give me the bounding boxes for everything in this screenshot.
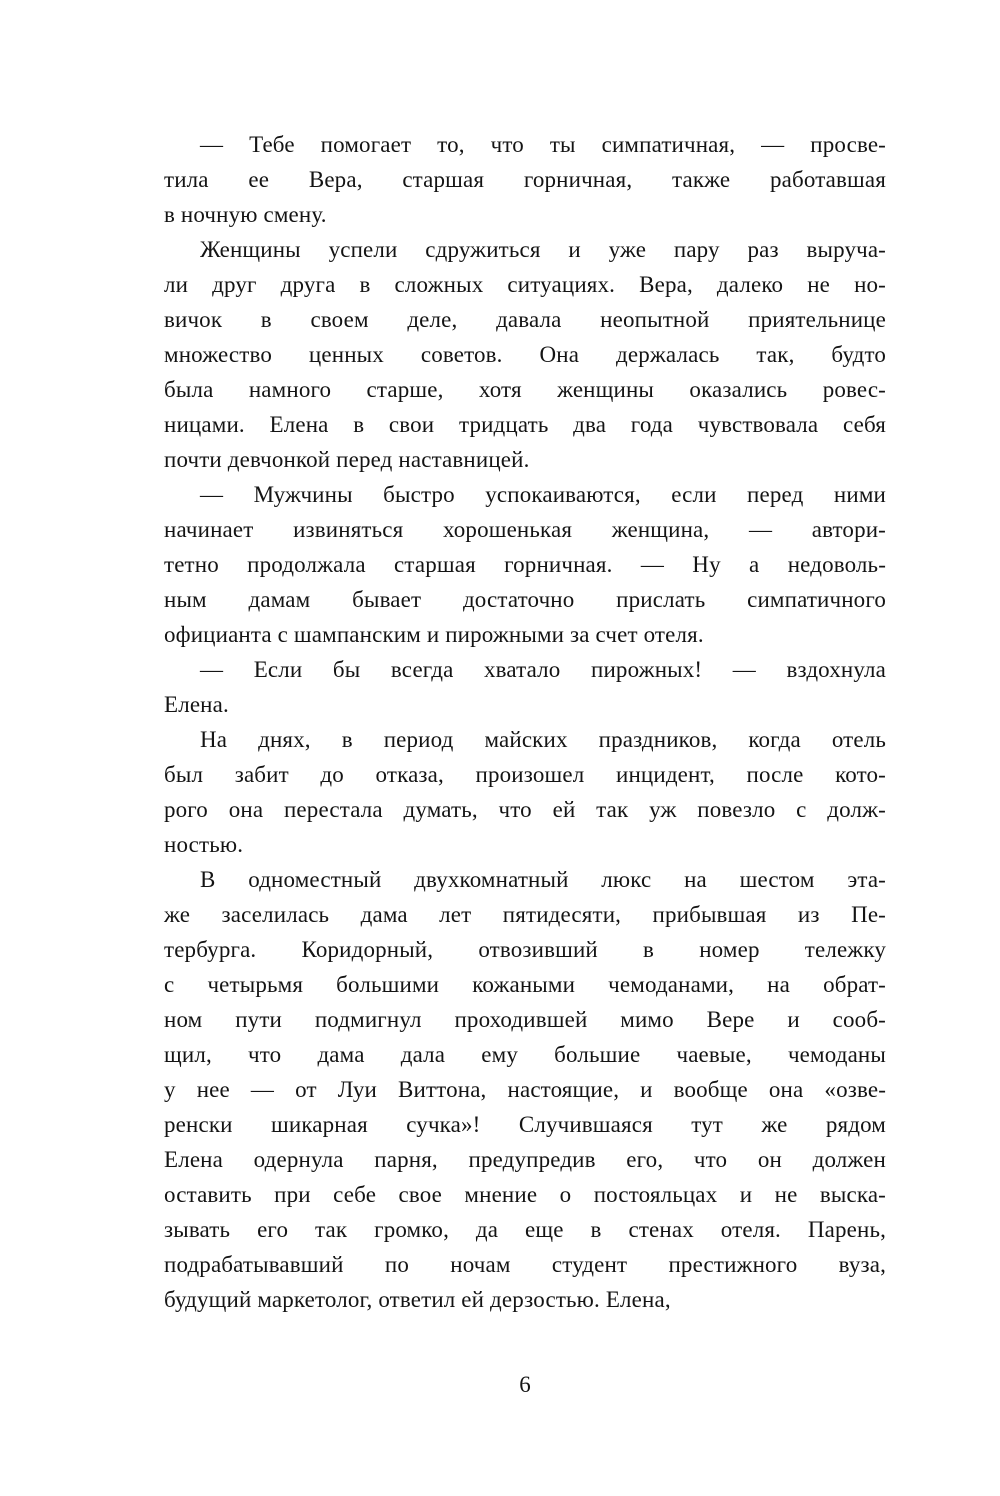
- text-line: у нее — от Луи Виттона, настоящие, и вообще она «озве-: [164, 1077, 886, 1102]
- text-line: Женщины успели сдружиться и уже пару раз выруча-: [200, 237, 886, 262]
- text-line: множество ценных советов. Она держалась так, будто: [164, 342, 886, 367]
- text-line: ницами. Елена в свои тридцать два года чувствовала себя: [164, 412, 886, 437]
- text-line: — Мужчины быстро успокаиваются, если перед ними: [200, 482, 886, 507]
- text-line: — Если бы всегда хватало пирожных! — вздохнула: [200, 657, 886, 682]
- text-line: тила ее Вера, старшая горничная, также работавшая: [164, 167, 886, 192]
- text-line: оставить при себе свое мнение о постояльцах и не выска-: [164, 1182, 886, 1207]
- text-line: Елена одернула парня, предупредив его, что он должен: [164, 1147, 886, 1172]
- text-line: В одноместный двухкомнатный люкс на шестом эта-: [200, 867, 886, 892]
- text-line: в ночную смену.: [164, 202, 327, 227]
- text-line: ным дамам бывает достаточно прислать симпатичного: [164, 587, 886, 612]
- paragraph: [164, 722, 886, 862]
- text-line: начинает извиняться хорошенькая женщина, — автори-: [164, 517, 886, 542]
- text-line: с четырьмя большими кожаными чемоданами, на обрат-: [164, 972, 886, 997]
- text-line: Елена.: [164, 692, 229, 717]
- text-line: тетно продолжала старшая горничная. — Ну а недоволь-: [164, 552, 886, 577]
- text-line: На днях, в период майских праздников, когда отель: [200, 727, 886, 752]
- paragraph: [164, 652, 886, 722]
- paragraph: [164, 232, 886, 477]
- text-line: же заселилась дама лет пятидесяти, прибывшая из Пе-: [164, 902, 886, 927]
- text-line: подрабатывавший по ночам студент престижного вуза,: [164, 1252, 886, 1277]
- text-line: ли друг друга в сложных ситуациях. Вера, далеко не но-: [164, 272, 886, 297]
- text-line: — Тебе помогает то, что ты симпатичная, — просве-: [200, 132, 886, 157]
- paragraph: [164, 862, 886, 1317]
- text-line: была намного старше, хотя женщины оказались ровес-: [164, 377, 886, 402]
- text-line: вичок в своем деле, давала неопытной приятельнице: [164, 307, 886, 332]
- text-line: будущий маркетолог, ответил ей дерзостью. Елена,: [164, 1287, 671, 1312]
- text-line: щил, что дама дала ему большие чаевые, чемоданы: [164, 1042, 886, 1067]
- text-line: почти девчонкой перед наставницей.: [164, 447, 530, 472]
- text-line: официанта с шампанским и пирожными за счет отеля.: [164, 622, 704, 647]
- text-line: ренски шикарная сучка»! Случившаяся тут же рядом: [164, 1112, 886, 1137]
- paragraph: [164, 477, 886, 652]
- text-line: ностью.: [164, 832, 244, 857]
- text-block: [164, 127, 886, 1317]
- text-line: был забит до отказа, произошел инцидент, после кото-: [164, 762, 886, 787]
- text-line: ном пути подмигнул проходившей мимо Вере и сооб-: [164, 1007, 886, 1032]
- text-line: тербурга. Коридорный, отвозивший в номер тележку: [164, 937, 886, 962]
- text-line: зывать его так громко, да еще в стенах отеля. Парень,: [164, 1217, 886, 1242]
- page-number: 6: [519, 1372, 531, 1397]
- text-line: рого она перестала думать, что ей так уж повезло с долж-: [164, 797, 886, 822]
- paragraph: [164, 127, 886, 232]
